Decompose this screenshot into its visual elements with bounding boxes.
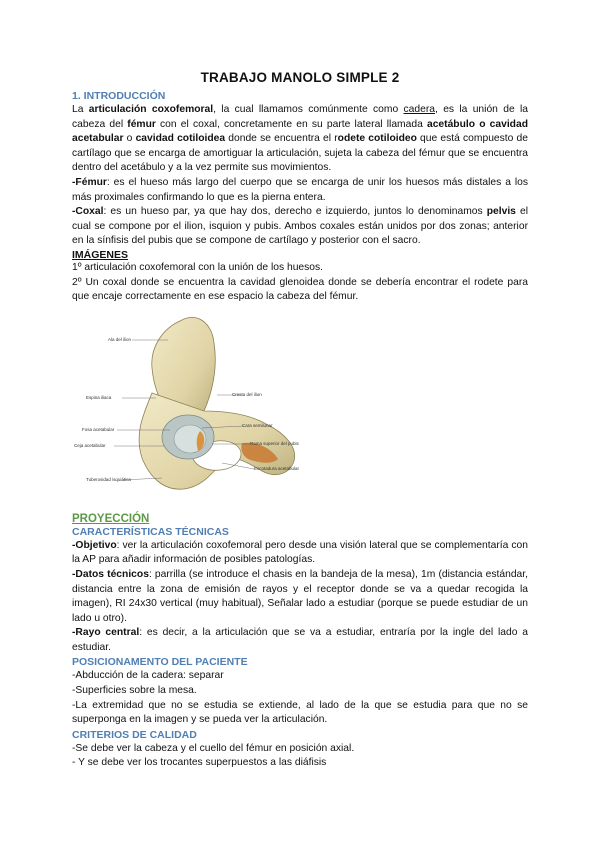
images-item-2: 2º Un coxal donde se encuentra la cavidad glenoidea donde se debería encontrar el rodete para que encaje correctamente en ese espacio la cabeza del fémur. bbox=[72, 276, 528, 303]
label-cara: Cara semilunar bbox=[242, 422, 273, 428]
label-espina: Espina iliaca bbox=[86, 394, 112, 400]
positioning-item-1: -Abducción de la cadera: separar bbox=[72, 670, 224, 682]
coxal-paragraph: -Coxal: es un hueso par, ya que hay dos, derecho e izquierdo, juntos lo denominamos pelvis el cual se compone por el ilion, isquion y pubis. Ambos coxales están unidos por dos zonas; anterior en la sínfisis del pubis que se compone de cartílago y posterior con el sacro. bbox=[72, 206, 528, 247]
document-page bbox=[72, 70, 528, 771]
label-rama: Rama superior del pubis bbox=[250, 440, 299, 446]
label-ceja: Ceja acetabular bbox=[74, 442, 106, 448]
label-tuberosidad: Tuberosidad isquiática bbox=[86, 476, 131, 482]
tech-heading: CARACTERÍSTICAS TÉCNICAS bbox=[72, 525, 229, 538]
label-escotadura: Escotadura acetabular bbox=[254, 465, 300, 471]
projection-heading: PROYECCIÓN bbox=[72, 512, 150, 525]
positioning-item-2: -Superficies sobre la mesa. bbox=[72, 685, 197, 697]
label-ala-ilion: Ala del ilion bbox=[108, 336, 132, 342]
coxal-bone-figure bbox=[72, 313, 322, 505]
femur-paragraph: -Fémur: es el hueso más largo del cuerpo que se encarga de unir los huesos más distales a los más proximales confirmando lo que es la pierna entera. bbox=[72, 176, 528, 203]
quality-heading: CRITERIOS DE CALIDAD bbox=[72, 728, 197, 741]
positioning-item-3: -La extremidad que no se estudia se extiende, al lado de la que se estudia para que no se superponga en la imagen y se pueda ver la articulación. bbox=[72, 699, 528, 726]
images-item-1: 1º articulación coxofemoral con la unión de los huesos. bbox=[72, 261, 324, 273]
intro-heading: 1. INTRODUCCIÓN bbox=[72, 90, 166, 102]
document-title: TRABAJO MANOLO SIMPLE 2 bbox=[200, 70, 400, 85]
quality-item-2: - Y se debe ver los trocantes superpuestos a las diáfisis bbox=[72, 757, 327, 769]
datos-paragraph: -Datos técnicos: parrilla (se introduce el chasis en la bandeja de la mesa), 1m (distancia estándar, distancia entre la zona de emisión de rayos y el receptor donde se va a quedar recogida la imagen), RI 24x30 vertical (muy habitual), Señalar lado a estudiar (porque se puede estudiar de un lado u otro). bbox=[72, 568, 528, 624]
label-fosa: Fosa acetabular bbox=[82, 426, 115, 432]
positioning-heading: POSICIONAMENTO DEL PACIENTE bbox=[72, 656, 248, 669]
label-cresta: Cresta del ilion bbox=[232, 391, 262, 397]
quality-item-1: -Se debe ver la cabeza y el cuello del fémur en posición axial. bbox=[72, 742, 355, 754]
images-heading: IMÁGENES bbox=[72, 248, 129, 261]
rayo-paragraph: -Rayo central: es decir, a la articulación que se va a estudiar, entraría por la ingle del lado a estudiar. bbox=[72, 627, 528, 653]
intro-paragraph: La articulación coxofemoral, la cual llamamos comúnmente como cadera, es la unión de la cabeza del fémur con el coxal, concretamente en su parte lateral llamada acetábulo o cavidad acetabular o cavidad cotiloidea donde se encuentra el rodete cotiloideo que está compuesto de cartílago que se encarga de amortiguar la articulación, sujeta la cabeza del fémur que se encuentra dentro del acetábulo y a la vez permite sus movimientos. bbox=[72, 104, 528, 174]
objetivo-paragraph: -Objetivo: ver la articulación coxofemoral pero desde una visión lateral que se complementaría con la AP para añadir información de posibles patologías. bbox=[72, 539, 528, 566]
